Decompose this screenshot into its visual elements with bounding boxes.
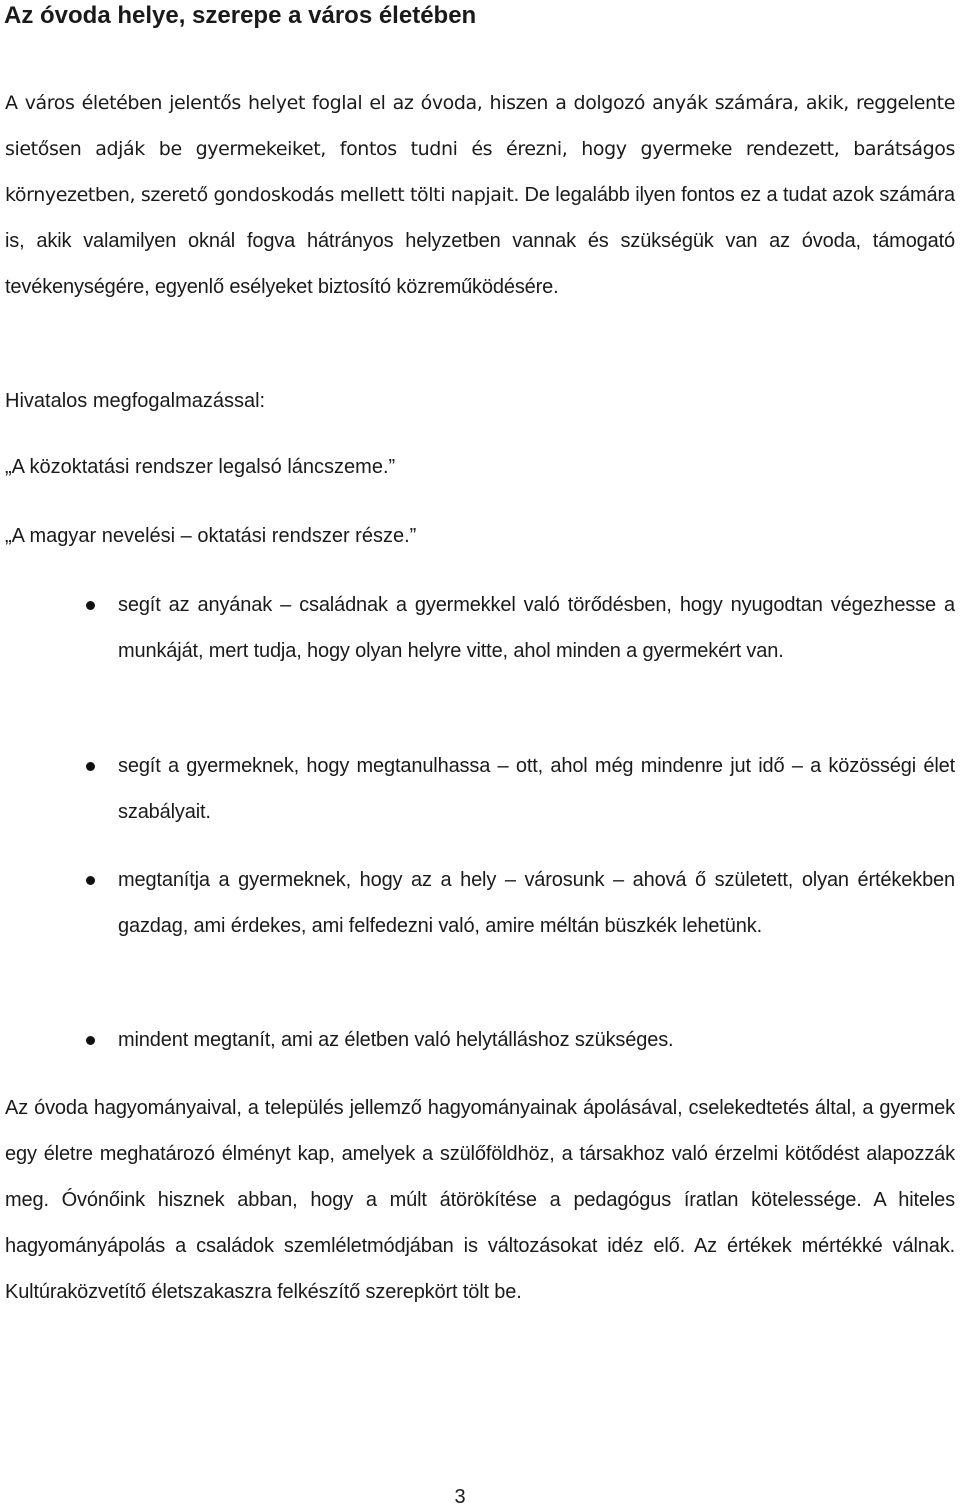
quote-line-1: „A közoktatási rendszer legalsó láncszeme.” [5, 456, 396, 478]
intro-paragraph [5, 80, 955, 310]
list-item-text: mindent megtanít, ami az életben való helytálláshoz szükséges. [118, 1029, 674, 1051]
bullet-icon [86, 1036, 95, 1045]
intro-paragraph-rest: De legalább ilyen fontos ez a tudat azok számára is, akik valamilyen oknál fogva hátrányos helyzetben vannak és szükségük van az óvoda, támogató tevékenységére, egyenlő esélyeket biztosító közreműködésére. [5, 184, 955, 298]
official-heading: Hivatalos megfogalmazással: [5, 390, 266, 412]
list-item-text: megtanítja a gyermeknek, hogy az a hely – városunk – ahová ő született, olyan értékekben gazdag, ami érdekes, ami felfedezni való, amire méltán büszkék lehetünk. [118, 869, 955, 937]
list-item-text: segít a gyermeknek, hogy megtanulhassa – ott, ahol még mindenre jut idő – a közösségi élet szabályait. [118, 755, 955, 823]
bullet-icon [86, 762, 95, 771]
list-item-text: segít az anyának – családnak a gyermekkel való törődésben, hogy nyugodtan végezhesse a munkáját, mert tudja, hogy olyan helyre vitte, ahol minden a gyermekért van. [118, 594, 955, 662]
intro-paragraph-lead: A város életében jelentős helyet foglal el az óvoda, hiszen a dolgozó anyák számára, akik, reggelente sietősen adják be gyermekeiket, fontos tudni és érezni, hogy gyermeke rendezett, barátságos környezetben, szerető gondoskodás mellett tölti napjait. [5, 92, 955, 206]
bullet-icon [86, 876, 95, 885]
bullet-icon [86, 601, 95, 610]
document-title: Az óvoda helye, szerepe a város életében [4, 2, 477, 29]
page-number: 3 [454, 1486, 466, 1508]
traditions-paragraph: Az óvoda hagyományaival, a település jellemző hagyományainak ápolásával, cselekedtetés által, a gyermek egy életre meghatározó élményt kap, amelyek a szülőföldhöz, a társakhoz való érzelmi kötődést alapozzák meg. Óvónőink hisznek abban, hogy a múlt átörökítése a pedagógus íratlan kötelessége. A hiteles hagyományápolás a családok szemléletmódjában is változásokat idéz elő. Az értékek mértékké válnak. Kultúraközvetítő életszakaszra felkészítő szerepkört tölt be. [5, 1097, 955, 1303]
quote-line-2: „A magyar nevelési – oktatási rendszer része.” [5, 525, 417, 547]
